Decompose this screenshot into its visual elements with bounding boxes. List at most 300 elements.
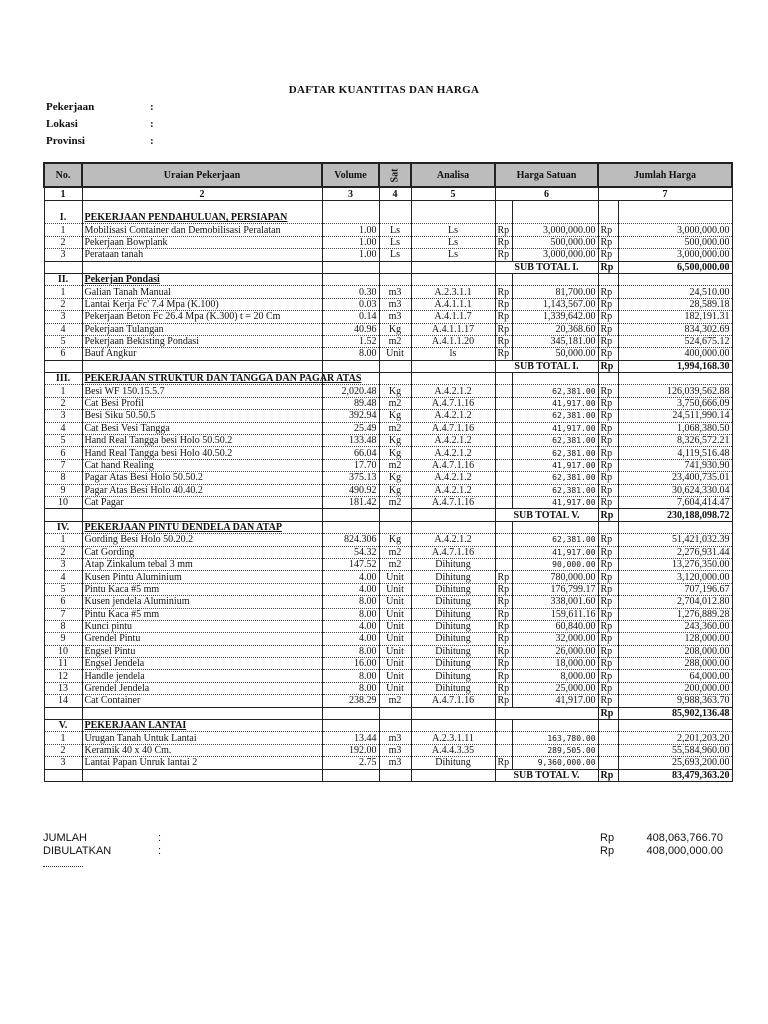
empty-cell bbox=[379, 521, 411, 533]
empty-cell bbox=[411, 261, 495, 273]
section-number: I. bbox=[44, 212, 82, 224]
item-total-currency: Rp bbox=[598, 682, 618, 694]
empty-cell bbox=[411, 373, 495, 385]
col-number: 3 bbox=[322, 187, 379, 201]
item-number: 3 bbox=[44, 311, 82, 323]
item-analysis-code: Dihitung bbox=[411, 596, 495, 608]
item-volume: 8.00 bbox=[322, 608, 379, 620]
item-total-currency: Rp bbox=[598, 422, 618, 434]
table-row bbox=[44, 410, 732, 422]
subtotal-row bbox=[44, 509, 732, 521]
footer-jumlah-value: 408,063,766.70 bbox=[646, 832, 723, 844]
item-total: 524,675.12 bbox=[618, 335, 732, 347]
empty-cell bbox=[322, 720, 379, 732]
empty-cell bbox=[82, 360, 322, 372]
item-number: 4 bbox=[44, 323, 82, 335]
empty-cell bbox=[82, 261, 322, 273]
item-description: Mobilisasi Container dan Demobilisasi Peralatan bbox=[82, 224, 322, 236]
col-number: 7 bbox=[598, 187, 732, 201]
item-total-currency bbox=[598, 757, 618, 769]
item-number: 5 bbox=[44, 583, 82, 595]
item-volume: 4.00 bbox=[322, 633, 379, 645]
item-unit-price-currency: Rp bbox=[495, 224, 512, 236]
item-total-currency bbox=[598, 732, 618, 744]
item-number: 1 bbox=[44, 224, 82, 236]
empty-cell bbox=[82, 201, 322, 213]
item-total: 8,326,572.21 bbox=[618, 435, 732, 447]
item-total-currency: Rp bbox=[598, 620, 618, 632]
meta-label: Provinsi bbox=[46, 135, 85, 147]
col-number: 2 bbox=[82, 187, 322, 201]
subtotal-value: 230,188,098.72 bbox=[618, 509, 732, 521]
item-total-currency: Rp bbox=[598, 298, 618, 310]
meta-label: Pekerjaan bbox=[46, 101, 95, 113]
item-unit-price-currency bbox=[495, 397, 512, 409]
header-uraian: Uraian Pekerjaan bbox=[82, 163, 322, 187]
subtotal-currency: Rp bbox=[598, 360, 618, 372]
table-row bbox=[44, 323, 732, 335]
empty-cell bbox=[379, 201, 411, 213]
table-row bbox=[44, 608, 732, 620]
empty-cell bbox=[495, 201, 512, 213]
subtotal-value: 85,902,136.48 bbox=[618, 707, 732, 719]
item-total: 24,510.00 bbox=[618, 286, 732, 298]
table-row bbox=[44, 224, 732, 236]
item-unit: Kg bbox=[379, 385, 411, 397]
table-row bbox=[44, 249, 732, 261]
item-total: 23,400,735.01 bbox=[618, 472, 732, 484]
table-row bbox=[44, 311, 732, 323]
table-row bbox=[44, 633, 732, 645]
empty-cell bbox=[618, 273, 732, 285]
item-unit-price: 25,000.00 bbox=[512, 682, 598, 694]
item-unit: m3 bbox=[379, 744, 411, 756]
item-analysis-code: Dihitung bbox=[411, 583, 495, 595]
item-analysis-code: Dihitung bbox=[411, 633, 495, 645]
item-total-currency: Rp bbox=[598, 546, 618, 558]
empty-cell bbox=[411, 509, 495, 521]
subtotal-value: 1,994,168.30 bbox=[618, 360, 732, 372]
item-total-currency: Rp bbox=[598, 472, 618, 484]
item-unit-price: 41,917.00 bbox=[512, 496, 598, 508]
empty-cell bbox=[379, 720, 411, 732]
col-number: 1 bbox=[44, 187, 82, 201]
item-total: 3,000,000.00 bbox=[618, 224, 732, 236]
item-number: 2 bbox=[44, 236, 82, 248]
item-description: Gording Besi Holo 50.20.2 bbox=[82, 534, 322, 546]
item-analysis-code: Dihitung bbox=[411, 757, 495, 769]
item-unit-price: 338,001.60 bbox=[512, 596, 598, 608]
item-volume: 2.75 bbox=[322, 757, 379, 769]
item-total-currency: Rp bbox=[598, 286, 618, 298]
header-harga-satuan: Harga Satuan bbox=[495, 163, 598, 187]
subtotal-value: 6,500,000.00 bbox=[618, 261, 732, 273]
item-volume: 375.13 bbox=[322, 472, 379, 484]
item-volume: 8.00 bbox=[322, 596, 379, 608]
empty-cell bbox=[379, 707, 411, 719]
item-unit: m2 bbox=[379, 558, 411, 570]
item-total-currency: Rp bbox=[598, 571, 618, 583]
item-unit-price-currency: Rp bbox=[495, 620, 512, 632]
item-total-currency: Rp bbox=[598, 236, 618, 248]
subtotal-value: 83,479,363.20 bbox=[618, 769, 732, 781]
item-volume: 1.00 bbox=[322, 224, 379, 236]
item-number: 14 bbox=[44, 695, 82, 707]
item-total-currency: Rp bbox=[598, 335, 618, 347]
table-row bbox=[44, 620, 732, 632]
item-total: 9,988,363.70 bbox=[618, 695, 732, 707]
item-total-currency: Rp bbox=[598, 410, 618, 422]
item-unit-price: 3,000,000.00 bbox=[512, 249, 598, 261]
item-analysis-code: Dihitung bbox=[411, 608, 495, 620]
empty-cell bbox=[495, 273, 512, 285]
empty-cell bbox=[379, 373, 411, 385]
empty-cell bbox=[322, 261, 379, 273]
item-unit-price: 8,000.00 bbox=[512, 670, 598, 682]
header-sat bbox=[379, 163, 411, 187]
empty-cell bbox=[598, 521, 618, 533]
item-volume: 8.00 bbox=[322, 348, 379, 360]
item-total-currency: Rp bbox=[598, 670, 618, 682]
section-header-row bbox=[44, 521, 732, 533]
bill-of-quantities-table bbox=[43, 162, 733, 782]
item-unit-price-currency: Rp bbox=[495, 583, 512, 595]
item-unit-price-currency bbox=[495, 472, 512, 484]
item-number: 1 bbox=[44, 534, 82, 546]
item-unit-price: 41,917.00 bbox=[512, 422, 598, 434]
item-description: Cat Besi Profil bbox=[82, 397, 322, 409]
item-description: Atap Zinkalum tebal 3 mm bbox=[82, 558, 322, 570]
item-unit-price-currency: Rp bbox=[495, 286, 512, 298]
item-volume: 824.306 bbox=[322, 534, 379, 546]
item-number: 10 bbox=[44, 645, 82, 657]
item-number: 2 bbox=[44, 546, 82, 558]
item-unit: m2 bbox=[379, 546, 411, 558]
item-analysis-code: A.4.2.1.2 bbox=[411, 447, 495, 459]
item-description: Cat Gording bbox=[82, 546, 322, 558]
empty-cell bbox=[598, 273, 618, 285]
item-unit-price: 41,917.00 bbox=[512, 397, 598, 409]
empty-cell bbox=[322, 521, 379, 533]
item-analysis-code: A.4.7.1.16 bbox=[411, 422, 495, 434]
section-title: PEKERJAAN LANTAI bbox=[82, 720, 322, 732]
item-analysis-code: A.4.7.1.16 bbox=[411, 459, 495, 471]
item-analysis-code: A.4.1.1.17 bbox=[411, 323, 495, 335]
item-unit: m3 bbox=[379, 286, 411, 298]
item-description: Hand Real Tangga besi Holo 50.50.2 bbox=[82, 435, 322, 447]
item-analysis-code: Ls bbox=[411, 236, 495, 248]
item-unit: Kg bbox=[379, 447, 411, 459]
item-volume: 0.14 bbox=[322, 311, 379, 323]
item-volume: 66.04 bbox=[322, 447, 379, 459]
empty-cell bbox=[411, 201, 495, 213]
subtotal-label: SUB TOTAL I. bbox=[495, 261, 598, 273]
col-number: 6 bbox=[495, 187, 598, 201]
empty-cell bbox=[82, 707, 322, 719]
item-unit: m2 bbox=[379, 397, 411, 409]
item-analysis-code: A.4.7.1.16 bbox=[411, 496, 495, 508]
item-volume: 0.30 bbox=[322, 286, 379, 298]
item-description: Pekerjaan Beton Fc 26.4 Mpa (K.300) t = 20 Cm bbox=[82, 311, 322, 323]
item-volume: 0.03 bbox=[322, 298, 379, 310]
empty-cell bbox=[411, 273, 495, 285]
empty-cell bbox=[618, 720, 732, 732]
item-volume: 1.00 bbox=[322, 236, 379, 248]
empty-cell bbox=[44, 360, 82, 372]
item-unit-price-currency bbox=[495, 447, 512, 459]
item-description: Cat Container bbox=[82, 695, 322, 707]
item-total: 3,000,000.00 bbox=[618, 249, 732, 261]
item-total-currency: Rp bbox=[598, 496, 618, 508]
item-unit: Kg bbox=[379, 323, 411, 335]
item-description: Besi WF 150.15.5.7 bbox=[82, 385, 322, 397]
item-number: 6 bbox=[44, 348, 82, 360]
item-unit-price-currency bbox=[495, 534, 512, 546]
item-unit-price-currency bbox=[495, 435, 512, 447]
item-volume: 1.00 bbox=[322, 249, 379, 261]
item-total: 707,196.67 bbox=[618, 583, 732, 595]
empty-cell bbox=[512, 201, 598, 213]
item-volume: 4.00 bbox=[322, 583, 379, 595]
empty-cell bbox=[512, 720, 598, 732]
table-row bbox=[44, 583, 732, 595]
item-total: 741,930.90 bbox=[618, 459, 732, 471]
item-description: Besi Siku 50.50.5 bbox=[82, 410, 322, 422]
subtotal-currency: Rp bbox=[598, 769, 618, 781]
item-total: 64,000.00 bbox=[618, 670, 732, 682]
table-row bbox=[44, 757, 732, 769]
empty-cell bbox=[322, 769, 379, 781]
item-unit-price-currency: Rp bbox=[495, 682, 512, 694]
item-number: 2 bbox=[44, 744, 82, 756]
empty-cell bbox=[411, 707, 495, 719]
item-volume: 4.00 bbox=[322, 620, 379, 632]
table-row bbox=[44, 472, 732, 484]
table-row bbox=[44, 534, 732, 546]
empty-cell bbox=[322, 509, 379, 521]
table-row bbox=[44, 658, 732, 670]
item-unit-price: 780,000.00 bbox=[512, 571, 598, 583]
footer-dibulatkan-label: DIBULATKAN bbox=[43, 845, 112, 857]
header-volume: Volume bbox=[322, 163, 379, 187]
item-unit-price-currency bbox=[495, 385, 512, 397]
item-analysis-code: Dihitung bbox=[411, 670, 495, 682]
subtotal-row bbox=[44, 707, 732, 719]
item-total-currency: Rp bbox=[598, 558, 618, 570]
empty-cell bbox=[322, 273, 379, 285]
section-number: II. bbox=[44, 273, 82, 285]
item-total-currency: Rp bbox=[598, 484, 618, 496]
item-total: 126,039,562.88 bbox=[618, 385, 732, 397]
item-number: 2 bbox=[44, 298, 82, 310]
subtotal-row bbox=[44, 261, 732, 273]
item-unit-price-currency: Rp bbox=[495, 571, 512, 583]
item-volume: 490.92 bbox=[322, 484, 379, 496]
item-unit: m2 bbox=[379, 459, 411, 471]
item-total: 2,276,931.44 bbox=[618, 546, 732, 558]
item-total-currency: Rp bbox=[598, 435, 618, 447]
empty-cell bbox=[44, 509, 82, 521]
item-total-currency: Rp bbox=[598, 608, 618, 620]
item-analysis-code: A.4.1.1.1 bbox=[411, 298, 495, 310]
item-unit: m2 bbox=[379, 496, 411, 508]
item-number: 3 bbox=[44, 410, 82, 422]
table-row bbox=[44, 422, 732, 434]
item-total-currency bbox=[598, 744, 618, 756]
item-unit-price: 62,381.00 bbox=[512, 484, 598, 496]
item-volume: 25.49 bbox=[322, 422, 379, 434]
item-description: Pekerjaan Tulangan bbox=[82, 323, 322, 335]
item-unit: Unit bbox=[379, 620, 411, 632]
item-number: 7 bbox=[44, 459, 82, 471]
header-analisa: Analisa bbox=[411, 163, 495, 187]
item-volume: 1.52 bbox=[322, 335, 379, 347]
item-description: Galian Tanah Manual bbox=[82, 286, 322, 298]
item-number: 4 bbox=[44, 571, 82, 583]
item-unit: m3 bbox=[379, 757, 411, 769]
table-row bbox=[44, 447, 732, 459]
table-row bbox=[44, 571, 732, 583]
table-row bbox=[44, 459, 732, 471]
table-row bbox=[44, 484, 732, 496]
footer-jumlah-sep: : bbox=[158, 832, 162, 844]
item-unit-price: 60,840.00 bbox=[512, 620, 598, 632]
item-unit-price: 62,381.00 bbox=[512, 472, 598, 484]
item-unit-price-currency: Rp bbox=[495, 670, 512, 682]
subtotal-row bbox=[44, 360, 732, 372]
item-unit-price: 62,381.00 bbox=[512, 385, 598, 397]
footer-dibulatkan-value: 408,000,000.00 bbox=[646, 845, 723, 857]
item-analysis-code: Dihitung bbox=[411, 620, 495, 632]
item-description: Engsel Pintu bbox=[82, 645, 322, 657]
footer-dibulatkan-sep: : bbox=[158, 845, 162, 857]
empty-cell bbox=[411, 769, 495, 781]
empty-cell bbox=[618, 373, 732, 385]
item-number: 3 bbox=[44, 757, 82, 769]
empty-cell bbox=[512, 373, 598, 385]
item-analysis-code: Dihitung bbox=[411, 558, 495, 570]
meta-pekerjaan bbox=[46, 101, 154, 113]
table-row bbox=[44, 397, 732, 409]
item-number: 9 bbox=[44, 633, 82, 645]
item-total: 200,000.00 bbox=[618, 682, 732, 694]
item-total: 500,000.00 bbox=[618, 236, 732, 248]
item-unit: Kg bbox=[379, 410, 411, 422]
item-analysis-code: Ls bbox=[411, 249, 495, 261]
item-unit-price-currency: Rp bbox=[495, 633, 512, 645]
item-volume: 89.48 bbox=[322, 397, 379, 409]
empty-cell bbox=[495, 720, 512, 732]
meta-sep: : bbox=[150, 101, 154, 113]
meta-sep: : bbox=[150, 118, 154, 130]
table-row bbox=[44, 496, 732, 508]
item-unit-price: 41,917.00 bbox=[512, 546, 598, 558]
item-unit: Ls bbox=[379, 249, 411, 261]
item-unit-price: 32,000.00 bbox=[512, 633, 598, 645]
item-total: 2,704,012.80 bbox=[618, 596, 732, 608]
item-unit: Kg bbox=[379, 472, 411, 484]
item-description: Hand Real Tangga besi Holo 40.50.2 bbox=[82, 447, 322, 459]
item-number: 10 bbox=[44, 496, 82, 508]
item-analysis-code: A.4.4.3.35 bbox=[411, 744, 495, 756]
item-analysis-code: A.4.7.1.16 bbox=[411, 695, 495, 707]
item-unit: Unit bbox=[379, 633, 411, 645]
item-unit-price: 20,368.60 bbox=[512, 323, 598, 335]
empty-cell bbox=[495, 212, 512, 224]
item-number: 13 bbox=[44, 682, 82, 694]
empty-cell bbox=[598, 201, 618, 213]
item-total-currency: Rp bbox=[598, 645, 618, 657]
item-unit-price: 176,799.17 bbox=[512, 583, 598, 595]
spacer-row bbox=[44, 201, 732, 213]
table-row bbox=[44, 298, 732, 310]
subtotal-label: SUB TOTAL V. bbox=[495, 769, 598, 781]
empty-cell bbox=[44, 769, 82, 781]
table-row bbox=[44, 744, 732, 756]
item-unit-price-currency: Rp bbox=[495, 236, 512, 248]
item-number: 8 bbox=[44, 472, 82, 484]
item-description: Keramik 40 x 40 Cm. bbox=[82, 744, 322, 756]
empty-cell bbox=[411, 720, 495, 732]
subtotal-label bbox=[495, 707, 598, 719]
empty-cell bbox=[82, 509, 322, 521]
item-unit: Unit bbox=[379, 670, 411, 682]
item-unit-price-currency: Rp bbox=[495, 645, 512, 657]
col-number: 4 bbox=[379, 187, 411, 201]
item-unit: Kg bbox=[379, 484, 411, 496]
item-total: 834,302.69 bbox=[618, 323, 732, 335]
item-total: 400,000.00 bbox=[618, 348, 732, 360]
item-total-currency: Rp bbox=[598, 323, 618, 335]
empty-cell bbox=[322, 212, 379, 224]
item-unit-price-currency: Rp bbox=[495, 311, 512, 323]
item-number: 2 bbox=[44, 397, 82, 409]
section-number: IV. bbox=[44, 521, 82, 533]
item-unit-price-currency bbox=[495, 422, 512, 434]
item-volume: 147.52 bbox=[322, 558, 379, 570]
item-description: Pekerjaan Bekisting Pondasi bbox=[82, 335, 322, 347]
item-unit: Unit bbox=[379, 658, 411, 670]
item-description: Cat Besi Vesi Tangga bbox=[82, 422, 322, 434]
item-total: 1,276,889.28 bbox=[618, 608, 732, 620]
empty-cell bbox=[322, 360, 379, 372]
item-description: Bauf Angkur bbox=[82, 348, 322, 360]
item-analysis-code: A.4.2.1.2 bbox=[411, 484, 495, 496]
meta-label: Lokasi bbox=[46, 118, 78, 130]
table-row bbox=[44, 236, 732, 248]
item-unit-price-currency: Rp bbox=[495, 695, 512, 707]
item-unit: Unit bbox=[379, 596, 411, 608]
item-total-currency: Rp bbox=[598, 459, 618, 471]
item-unit: Unit bbox=[379, 571, 411, 583]
item-analysis-code: A.4.7.1.16 bbox=[411, 546, 495, 558]
item-volume: 2,020.48 bbox=[322, 385, 379, 397]
table-row bbox=[44, 682, 732, 694]
item-analysis-code: A.4.1.1.7 bbox=[411, 311, 495, 323]
header-row bbox=[44, 163, 732, 187]
item-total-currency: Rp bbox=[598, 224, 618, 236]
item-analysis-code: Dihitung bbox=[411, 645, 495, 657]
item-description: Lantai Papan Unruk lantai 2 bbox=[82, 757, 322, 769]
item-volume: 8.00 bbox=[322, 682, 379, 694]
item-total-currency: Rp bbox=[598, 534, 618, 546]
item-total-currency: Rp bbox=[598, 249, 618, 261]
item-unit: Unit bbox=[379, 645, 411, 657]
item-unit-price: 81,700.00 bbox=[512, 286, 598, 298]
item-unit-price-currency bbox=[495, 546, 512, 558]
footer-jumlah-rp: Rp bbox=[600, 832, 615, 844]
item-number: 1 bbox=[44, 732, 82, 744]
